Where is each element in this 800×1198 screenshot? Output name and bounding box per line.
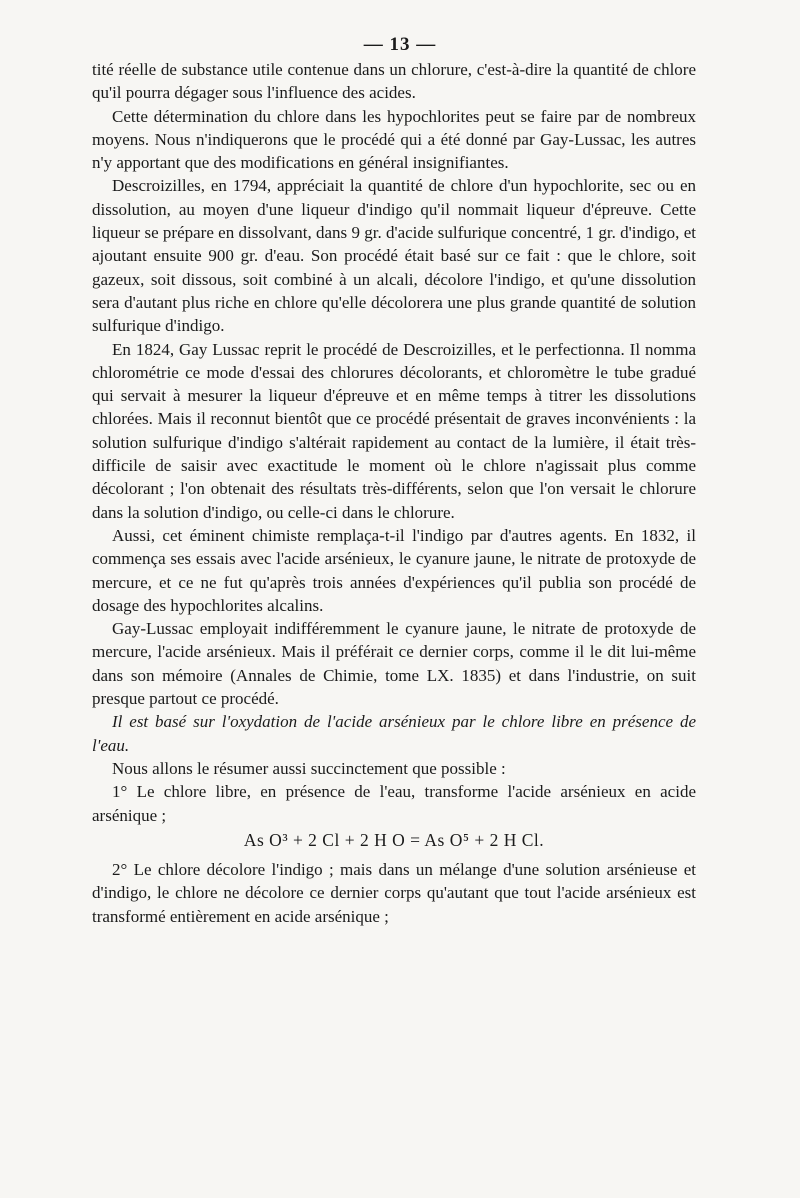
paragraph-4: En 1824, Gay Lussac reprit le procédé de Descroizilles, et le perfectionna. Il nomma chlorométrie ce mode d'essai des chlorures décolorants, et chloromètre le tube gradué qui servait à mesurer la liqueur d'épreuve et en même temps à titrer les dissolutions chlorées. Mais il reconnut bientôt que ce procédé présentait de graves inconvénients : la solution sulfurique d'indigo s'altérait rapidement au contact de la lumière, il était très-difficile de saisir avec exactitude le moment où le chlore n'agissait plus comme décolorant ; l'on obtenait des résultats très-différents, selon que l'on versait le chlorure dans la solution d'indigo, ou celle-ci dans le chlorure. bbox=[92, 339, 696, 522]
body-text bbox=[92, 58, 696, 928]
paragraph-1: tité réelle de substance utile contenue dans un chlorure, c'est-à-dire la quantité de chlore qu'il pourra dégager sous l'influence des acides. bbox=[92, 60, 696, 103]
paragraph-9: 1° Le chlore libre, en présence de l'eau, transforme l'acide arsénieux en acide arsénique ; bbox=[92, 782, 696, 825]
page-number: — 13 — bbox=[363, 34, 437, 55]
paragraph-10: 2° Le chlore décolore l'indigo ; mais dans un mélange d'une solution arsénieuse et d'indigo, le chlore ne décolore ce dernier corps qu'autant que tout l'acide arsénieux est transformé entièrement en acide arsénique ; bbox=[92, 860, 696, 926]
paragraph-7: Il est basé sur l'oxydation de l'acide arsénieux par le chlore libre en présence de l'eau. bbox=[92, 712, 696, 755]
paragraph-2: Cette détermination du chlore dans les hypochlorites peut se faire par de nombreux moyens. Nous n'indiquerons que le procédé qui a été donné par Gay-Lussac, les autres n'y apportant que des modifications en général insignifiantes. bbox=[92, 106, 696, 173]
paragraph-5: Aussi, cet éminent chimiste remplaça-t-il l'indigo par d'autres agents. En 1832, il commença ses essais avec l'acide arsénieux, le cyanure jaune, le nitrate de protoxyde de mercure, et ce ne fut qu'après trois années d'expériences qu'il publia son procédé de dosage des hypochlorites alcalins. bbox=[92, 525, 696, 615]
paragraph-3: Descroizilles, en 1794, appréciait la quantité de chlore d'un hypochlorite, sec ou en dissolution, au moyen d'une liqueur d'indigo qu'il nommait liqueur d'épreuve. Cette liqueur se prépare en dissolvant, dans 9 gr. d'acide sulfurique concentré, 1 gr. d'indigo, et ajoutant ensuite 900 gr. d'eau. Son procédé était basé sur ce fait : que le chlore, soit gazeux, soit dissous, soit combiné à un alcali, décolore l'indigo, et qu'une dissolution sera d'autant plus riche en chlore qu'elle décolorera une plus grande quantité de solution sulfurique d'indigo. bbox=[92, 176, 696, 336]
chemical-equation: As O³ + 2 Cl + 2 H O = As O⁵ + 2 H Cl. bbox=[243, 829, 545, 850]
paragraph-8: Nous allons le résumer aussi succinctement que possible : bbox=[112, 758, 506, 778]
paragraph-6: Gay-Lussac employait indifféremment le cyanure jaune, le nitrate de protoxyde de mercure, l'acide arsénieux. Mais il préférait ce dernier corps, comme il le dit lui-même dans son mémoire (Annales de Chimie, tome LX. 1835) et dans l'industrie, on suit presque partout ce procédé. bbox=[92, 619, 696, 709]
